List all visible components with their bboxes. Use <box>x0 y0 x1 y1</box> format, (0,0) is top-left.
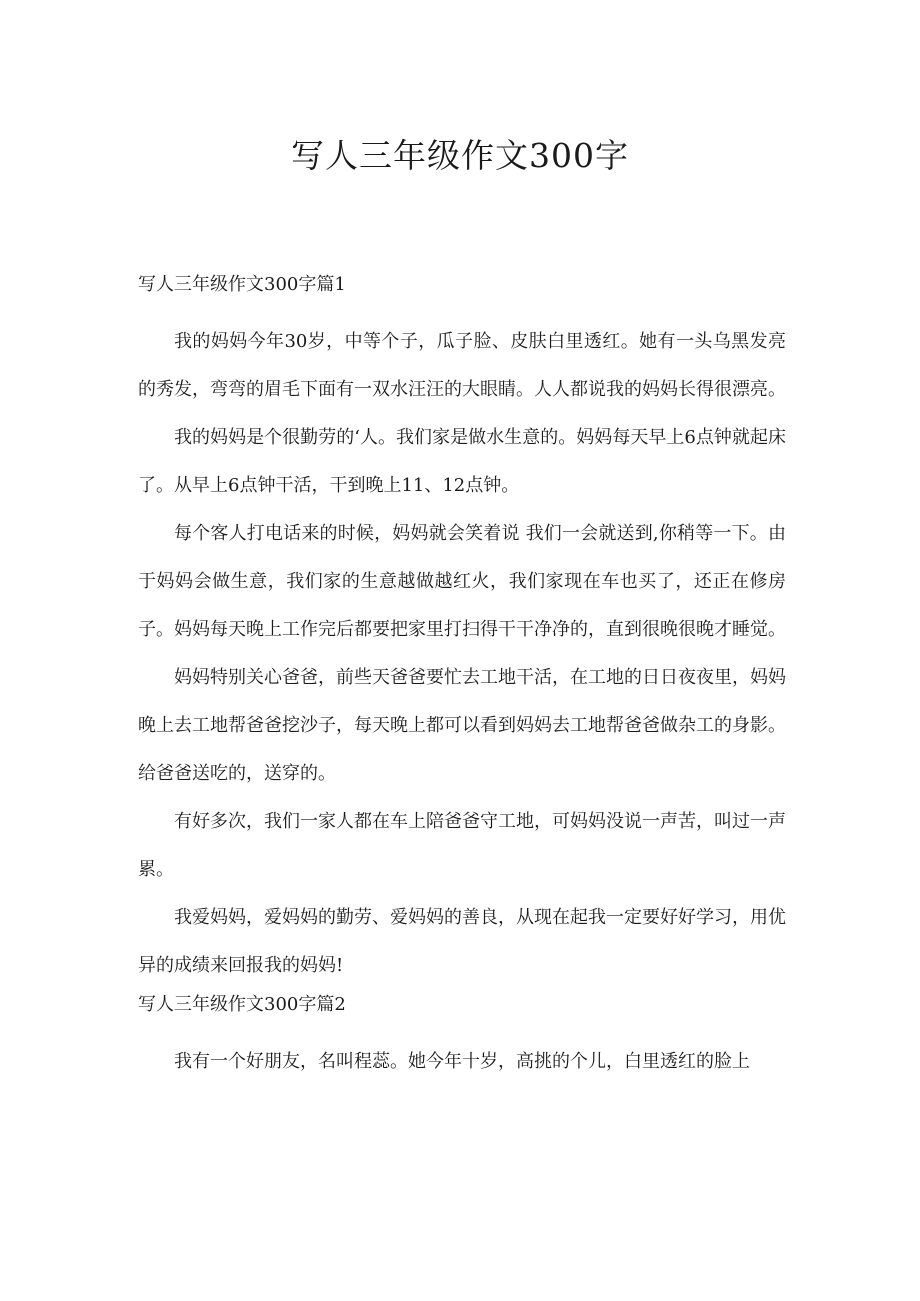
paragraph: 我有一个好朋友，名叫程蕊。她今年十岁，高挑的个儿，白里透红的脸上 <box>174 1051 750 1072</box>
paragraph: 我的妈妈是个很勤劳的‘人。我们家是做水生意的。妈妈每天早上6点钟就起床了。从早上6点钟干活，干到晚上11、12点钟。 <box>138 427 786 496</box>
document-body <box>138 270 786 1086</box>
paragraph: 我的妈妈今年30岁，中等个子，瓜子脸、皮肤白里透红。她有一头乌黑发亮的秀发，弯弯的眉毛下面有一双水汪汪的大眼睛。人人都说我的妈妈长得很漂亮。 <box>138 331 786 400</box>
section-heading-1: 写人三年级作文300字篇1 <box>138 274 346 295</box>
paragraph: 妈妈特别关心爸爸，前些天爸爸要忙去工地干活，在工地的日日夜夜里，妈妈晚上去工地帮爸爸挖沙子，每天晚上都可以看到妈妈去工地帮爸爸做杂工的身影。给爸爸送吃的，送穿的。 <box>138 667 786 784</box>
paragraph: 我爱妈妈，爱妈妈的勤劳、爱妈妈的善良，从现在起我一定要好好学习，用优异的成绩来回报我的妈妈! <box>138 907 786 976</box>
section-heading-2: 写人三年级作文300字篇2 <box>138 994 346 1015</box>
paragraph: 有好多次，我们一家人都在车上陪爸爸守工地，可妈妈没说一声苦，叫过一声累。 <box>138 811 786 880</box>
document-title: 写人三年级作文300字 <box>291 136 629 175</box>
paragraph: 每个客人打电话来的时候，妈妈就会笑着说 我们一会就送到,你稍等一下。由于妈妈会做生意，我们家的生意越做越红火，我们家现在车也买了，还正在修房子。妈妈每天晚上工作完后都要把家里打扫得干干净净的，直到很晚很晚才睡觉。 <box>138 523 786 640</box>
